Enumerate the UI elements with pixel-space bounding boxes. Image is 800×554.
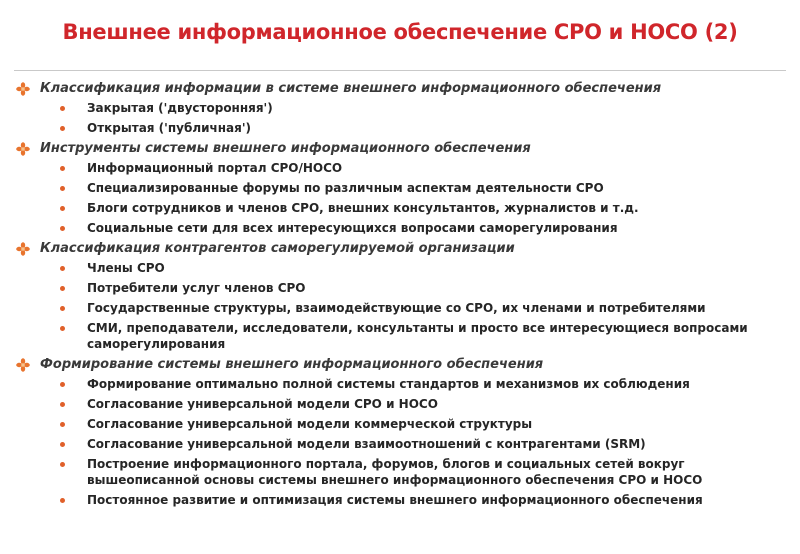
dot-bullet-icon <box>60 442 65 447</box>
section-heading <box>16 140 786 158</box>
list-item-text: Согласование универсальной модели СРО и НОСО <box>87 397 438 411</box>
section <box>16 240 786 352</box>
dot-bullet-icon <box>60 206 65 211</box>
flower-bullet-icon <box>16 82 30 96</box>
dot-bullet-icon <box>60 286 65 291</box>
list-item <box>16 376 786 392</box>
dot-bullet-icon <box>60 186 65 191</box>
dot-bullet-icon <box>60 498 65 503</box>
bullet-list <box>16 160 786 236</box>
list-item <box>16 260 786 276</box>
list-item <box>16 200 786 216</box>
list-item <box>16 100 786 116</box>
list-item-text: Согласование универсальной модели коммерческой структуры <box>87 417 533 431</box>
section-heading-text: Классификация информации в системе внешнего информационного обеспечения <box>40 81 662 96</box>
dot-bullet-icon <box>60 422 65 427</box>
dot-bullet-icon <box>60 382 65 387</box>
list-item <box>16 436 786 452</box>
dot-bullet-icon <box>60 226 65 231</box>
list-item-text: Члены СРО <box>87 261 165 275</box>
list-item <box>16 180 786 196</box>
slide-title: Внешнее информационное обеспечение СРО и НОСО (2) <box>62 20 738 44</box>
list-item <box>16 220 786 236</box>
section-heading-text: Классификация контрагентов саморегулируемой организации <box>40 241 515 256</box>
dot-bullet-icon <box>60 266 65 271</box>
section-heading <box>16 80 786 98</box>
list-item-text: Построение информационного портала, форумов, блогов и социальных сетей вокруг вышеописанной основы системы внешнего информационного обеспечения СРО и НОСО <box>87 457 703 487</box>
list-item-text: Социальные сети для всех интересующихся вопросами саморегулирования <box>87 221 618 235</box>
list-item-text: СМИ, преподаватели, исследователи, консультанты и просто все интересующиеся вопросами саморегулирования <box>87 321 748 351</box>
section-heading-text: Формирование системы внешнего информационного обеспечения <box>40 357 544 372</box>
section-heading-text: Инструменты системы внешнего информационного обеспечения <box>40 141 531 156</box>
list-item <box>16 280 786 296</box>
dot-bullet-icon <box>60 306 65 311</box>
list-item-text: Блоги сотрудников и членов СРО, внешних консультантов, журналистов и т.д. <box>87 201 639 215</box>
list-item <box>16 160 786 176</box>
list-item <box>16 120 786 136</box>
bullet-list <box>16 376 786 508</box>
list-item-text: Закрытая ('двусторонняя') <box>87 101 273 115</box>
list-item-text: Открытая ('публичная') <box>87 121 252 135</box>
dot-bullet-icon <box>60 402 65 407</box>
dot-bullet-icon <box>60 166 65 171</box>
list-item <box>16 300 786 316</box>
list-item <box>16 320 786 352</box>
list-item-text: Формирование оптимально полной системы стандартов и механизмов их соблюдения <box>87 377 690 391</box>
section <box>16 356 786 508</box>
list-item <box>16 456 786 488</box>
dot-bullet-icon <box>60 126 65 131</box>
dot-bullet-icon <box>60 326 65 331</box>
bullet-list <box>16 100 786 136</box>
flower-bullet-icon <box>16 242 30 256</box>
list-item-text: Согласование универсальной модели взаимоотношений с контрагентами (SRM) <box>87 437 646 451</box>
list-item-text: Государственные структуры, взаимодействующие со СРО, их членами и потребителями <box>87 301 706 315</box>
list-item <box>16 416 786 432</box>
flower-bullet-icon <box>16 358 30 372</box>
dot-bullet-icon <box>60 462 65 467</box>
slide-content <box>16 80 786 512</box>
section-heading <box>16 240 786 258</box>
flower-bullet-icon <box>16 142 30 156</box>
list-item <box>16 396 786 412</box>
section-heading <box>16 356 786 374</box>
list-item <box>16 492 786 508</box>
section <box>16 140 786 236</box>
dot-bullet-icon <box>60 106 65 111</box>
title-divider <box>14 70 786 71</box>
bullet-list <box>16 260 786 352</box>
list-item-text: Специализированные форумы по различным аспектам деятельности СРО <box>87 181 604 195</box>
list-item-text: Постоянное развитие и оптимизация системы внешнего информационного обеспечения <box>87 493 703 507</box>
list-item-text: Потребители услуг членов СРО <box>87 281 306 295</box>
list-item-text: Информационный портал СРО/НОСО <box>87 161 343 175</box>
section <box>16 80 786 136</box>
